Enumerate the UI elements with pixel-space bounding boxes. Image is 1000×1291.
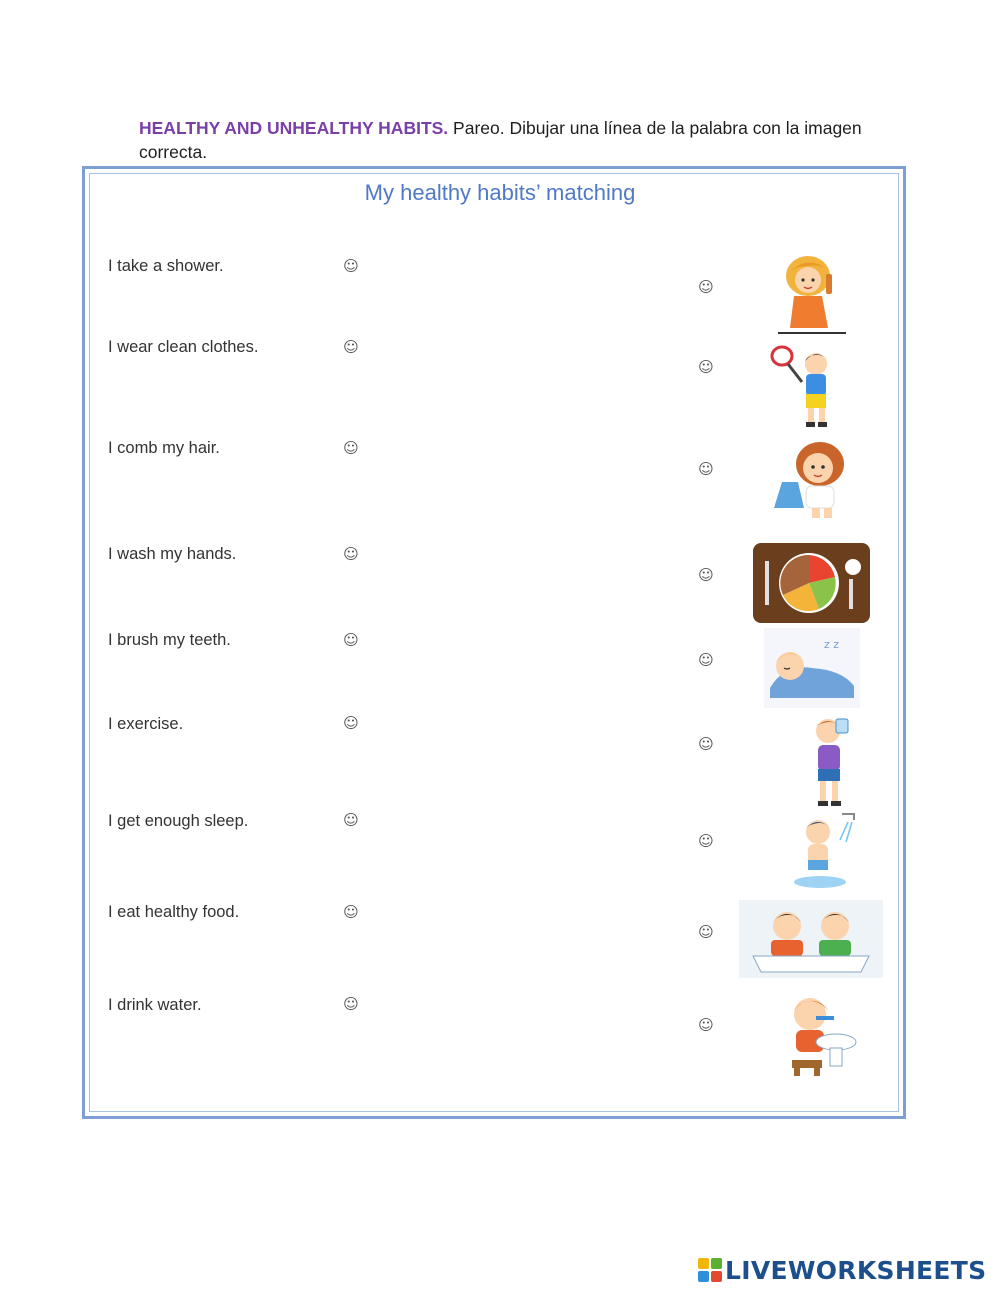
match-dot-left-1[interactable]: ☺ (343, 257, 359, 275)
match-dot-right-9[interactable]: ☺ (698, 1016, 714, 1034)
healthy-food-plate-icon (753, 543, 870, 623)
match-dot-left-9[interactable]: ☺ (343, 995, 359, 1013)
child-sleeping-icon (764, 628, 860, 708)
match-dot-left-4[interactable]: ☺ (343, 545, 359, 563)
liveworksheets-logo (698, 1255, 986, 1285)
liveworksheets-logo-text: LIVEWORKSHEETS (725, 1255, 987, 1285)
match-dot-left-6[interactable]: ☺ (343, 714, 359, 732)
boy-drinking-water-icon (806, 713, 862, 809)
match-dot-right-3[interactable]: ☺ (698, 460, 714, 478)
phrase-5: I brush my teeth. (108, 631, 231, 649)
instructions-lead: HEALTHY AND UNHEALTHY HABITS. (139, 118, 449, 138)
phrase-1: I take a shower. (108, 257, 224, 275)
children-washing-hands-icon (739, 900, 883, 978)
match-dot-right-1[interactable]: ☺ (698, 278, 714, 296)
phrase-9: I drink water. (108, 996, 202, 1014)
liveworksheets-logo-mark-icon (698, 1258, 722, 1282)
match-dot-left-3[interactable]: ☺ (343, 439, 359, 457)
match-dot-right-5[interactable]: ☺ (698, 651, 714, 669)
match-dot-left-7[interactable]: ☺ (343, 811, 359, 829)
phrase-6: I exercise. (108, 715, 184, 733)
girl-dressing-icon (768, 438, 854, 520)
instructions-text: Pareo. Dibujar una línea de la palabra con la imagen correcta. (139, 118, 862, 162)
child-showering-icon (788, 810, 860, 892)
match-dot-right-4[interactable]: ☺ (698, 566, 714, 584)
match-dot-right-2[interactable]: ☺ (698, 358, 714, 376)
instructions (139, 116, 879, 164)
boy-with-racket-icon (768, 344, 848, 430)
match-dot-left-5[interactable]: ☺ (343, 631, 359, 649)
phrase-7: I get enough sleep. (108, 812, 249, 830)
match-dot-right-7[interactable]: ☺ (698, 832, 714, 850)
phrase-4: I wash my hands. (108, 545, 237, 563)
child-brushing-teeth-icon (772, 990, 860, 1078)
phrase-3: I comb my hair. (108, 439, 220, 457)
svg-text:z z: z z (824, 638, 840, 651)
match-dot-right-8[interactable]: ☺ (698, 923, 714, 941)
match-dot-left-2[interactable]: ☺ (343, 338, 359, 356)
match-dot-left-8[interactable]: ☺ (343, 903, 359, 921)
phrase-2: I wear clean clothes. (108, 338, 259, 356)
match-dot-right-6[interactable]: ☺ (698, 735, 714, 753)
worksheet-title: My healthy habits’ matching (364, 180, 636, 205)
phrase-8: I eat healthy food. (108, 903, 240, 921)
girl-combing-hair-icon (772, 252, 850, 336)
